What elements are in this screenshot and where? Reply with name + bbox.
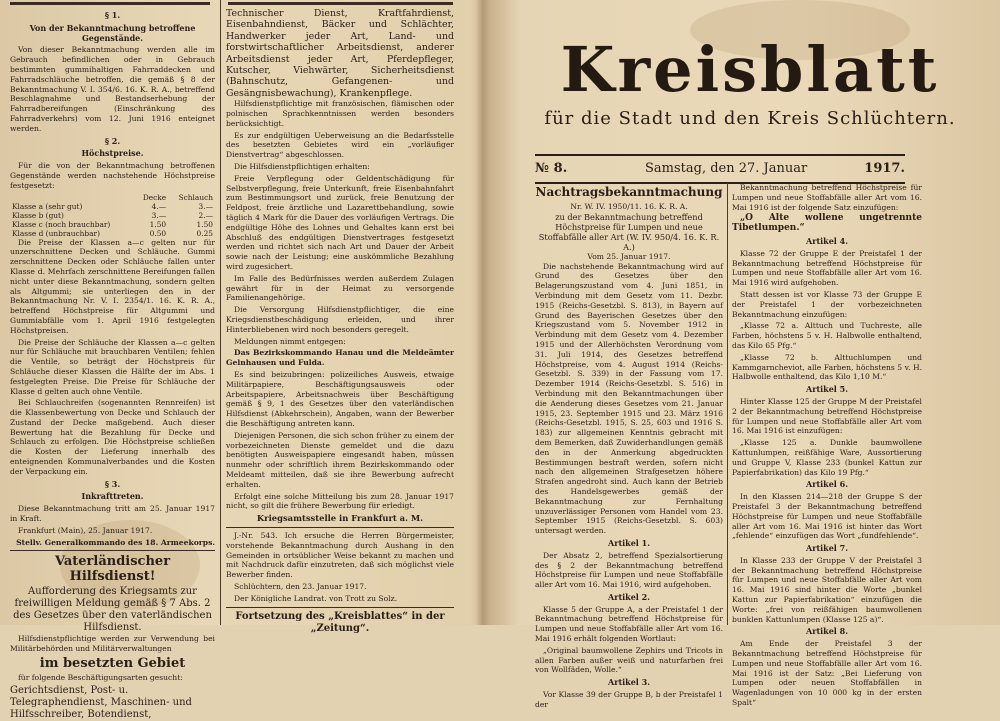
signature: Kriegsamtsstelle in Frankfurt a. M.	[256, 513, 424, 524]
paragraph: Klasse 72 der Gruppe E der Preistafel 1 der Bekanntmachung betreffend Höchstpreise für Lumpen und neue Stoffabfälle aller Art vom 16. Mai 1916 wird aufgehoben.	[732, 248, 922, 288]
issue-date: Samstag, den 27. Januar	[645, 161, 808, 176]
article-section: Artikel 6.	[806, 479, 848, 490]
section-heading: Von der Bekanntmachung betroffene Gegenstände.	[29, 22, 196, 43]
signature: Der Königliche Landrat. von Trott zu Solz.	[234, 593, 397, 603]
article-section: Artikel 1.	[608, 537, 650, 548]
continuation-note: Fortsetzung des „Kreisblattes“ in der „Zeitung“.	[235, 610, 445, 634]
table-row	[10, 211, 215, 220]
article-section: Artikel 5.	[806, 384, 848, 395]
top-rule	[228, 2, 453, 5]
table-row	[10, 220, 215, 229]
right-column-2	[732, 183, 922, 708]
paragraph: Die Hilfsdienstpflichtigen erhalten:	[234, 162, 370, 172]
quoted-entry: „O Alte wollene ungetrennte Tibetlumpen.“	[732, 213, 922, 234]
notice-headline: Vaterländischer Hilfsdienst!	[54, 554, 171, 585]
paragraph: Für die von der Bekanntmachung betroffenen Gegenstände werden nachstehende Höchstpreise festgesetzt:	[10, 161, 215, 190]
paragraph: Hilfsdienstpflichtige mit französischen, flämischen oder polnischen Sprachkenntnissen werden besonders berücksichtigt.	[226, 99, 454, 128]
issue-number: № 8.	[535, 161, 568, 176]
table-cell: 0.50	[149, 228, 167, 238]
paragraph: Hilfsdienstpflichtige werden zur Verwendung bei Militärbehörden und Militärverwaltungen	[10, 634, 215, 654]
paragraph: In Klasse 233 der Gruppe V der Preistafel 3 der Bekanntmachung betreffend Höchstpreise für Lumpen und neue Stoffabfälle aller Art vom 16. Mai 1916 sind hinter die Worte „bunkel Kattun zur Papierfabrikation“ einzufügen die Worte: „frei von reißfähigen baumwollenen bunklen Kattunlumpen (Klasse 125 a)“.	[732, 555, 922, 624]
paragraph: Bekanntmachung betreffend Höchstpreise für Lumpen und neue Stoffabfälle aller Art vom 16. Mai 1916 ist der folgende Satz einzufügen:	[732, 183, 922, 212]
paragraph: Das Bezirkskommando Hanau und die Meldeämter Gelnhausen und Fulda.	[226, 348, 454, 368]
table-cell: 4.—	[151, 201, 167, 211]
divider	[226, 607, 454, 608]
paragraph: In den Klassen 214—218 der Gruppe S der Preistafel 3 der Bekanntmachung betreffend Höchstpreise für Lumpen und neue Stoffabfälle aller Art vom 16. Mai 1916 ist hinter das Wort „fehlende“ einzufügen das Wort „fundfehlende“.	[732, 492, 922, 541]
article-section: Artikel 2.	[608, 591, 650, 602]
table-row	[10, 229, 215, 238]
paragraph: Bei Schlauchreifen (sogenannten Rennreifen) ist die Klassenbewertung von Decke und Schlauch der Zustand der Decke maßgebend. Auch dieser Bewertung hat die Bezahlung für Decke und Schlauch zu erfolgen. Die Höchstpreise schließen die Kosten der Lieferung innerhalb des enteignenden Kommunalverbandes und die Kosten der Verpackung ein.	[10, 398, 215, 476]
newspaper-title: Kreisblatt	[560, 33, 940, 106]
table-cell: 3.—	[198, 201, 213, 211]
dateline	[535, 154, 905, 184]
job-list: Technischer Dienst, Kraftfahrdienst, Eisenbahndienst, Bäcker und Schlächter, Handwerker jeder Art, Land- und forstwirtschaftlicher Arbeitsdienst, anderer Arbeitsdienst jeder Art, Pferdepfleger, Kutscher, Viehwärter, Sicherheitsdienst (Bahnschutz, Gefangenen- und Gesängnisbewachung), Krankenpflege.	[226, 8, 454, 99]
signature: Stellv. Generalkommando des 18. Armeekorps.	[16, 537, 215, 547]
section-heading: Inkrafttreten.	[81, 491, 144, 502]
article-section: Artikel 7.	[806, 543, 848, 554]
table-cell: 2.—	[198, 210, 213, 220]
section-number: § 3.	[104, 478, 121, 489]
paragraph: „Original baumwollene Zephirs und Tricots in allen Farben außer weiß und naturfarben frei von Wollfäden, Wolle.“	[535, 645, 723, 675]
paragraph: Am Ende der Preistafel 3 der Bekanntmachung betreffend Höchstpreise für Lumpen und neue Stoffabfälle aller Art vom 16. Mai 1916 ist der Satz: „Bei Lieferung von Lumpen oder neuen Stoffabfällen in Wagenladungen von 10 000 kg in der ersten Spalt“	[732, 639, 922, 708]
quoted-entry: „Klasse 72 b. Alttuchlumpen und Kammgarncheviot, alle Farben, höchstens 5 v. H. Halbwolle enthaltend, das Kilo 1,10 M.“	[732, 352, 922, 382]
paragraph: Meldungen nimmt entgegen:	[234, 336, 346, 346]
article-section: Artikel 3.	[608, 677, 650, 688]
paragraph: Es sind beizubringen: polizeiliches Ausweis, etwaige Militärpapiere, Beschäftigungsausweis oder Arbeitspapiere, Arbeitsnachweis über Beschäftigung gemäß § 9, 1 des Gesetzes über den vaterländischen Hilfsdienst (Abkehrschein), Angaben, wann der Bewerber die Beschäftigung antreten kann.	[226, 369, 454, 428]
quoted-entry: „Klasse 72 a. Alttuch und Tuchreste, alle Farben, höchstens 5 v. H. Halbwolle enthaltend, das Kilo 65 Pfg.“	[732, 321, 922, 350]
section-number: § 1.	[104, 10, 121, 20]
paragraph: Vor Klasse 39 der Gruppe B, b der Preistafel 1 der	[535, 690, 723, 709]
paragraph: Klasse 5 der Gruppe A, a der Preistafel 1 der Bekanntmachung betreffend Höchstpreise für Lumpen und neue Stoffabfälle aller Art vom 16. Mai 1916 erhält folgenden Wortlaut:	[535, 604, 723, 644]
notice-emphasis: im besetzten Gebiet	[39, 656, 186, 672]
section-heading: Höchstpreise.	[81, 148, 144, 159]
article-section: Artikel 4.	[806, 235, 848, 246]
paragraph: Es zur endgültigen Ueberweisung an die Bedarfsstelle des besetzten Gebietes wird ein „vorläufiger Dienstvertrag“ abgeschlossen.	[226, 130, 454, 160]
quoted-entry: „Klasse 125 a. Dunkle baumwollene Kattunlumpen, reißfähige Ware, Aussortierung und Gruppe V, Klasse 233 (bunkel Kattun zur Papierfabrikation) das Kilo 19 Pfg.“	[732, 438, 922, 477]
table-header-cell	[10, 193, 135, 202]
column-divider	[727, 183, 728, 625]
paragraph: Die nachstehende Bekanntmachung wird auf Grund des Gesetzes über den Belagerungszustand vom 4. Juni 1851, in Verbindung mit dem Gesetz vom 11. Dezbr. 1915 (Reichs-Gesetzbl. S. 813), in Bayern auf Grund des Bayerischen Gesetzes über den Kriegszustand vom 5. November 1912 in Verbindung mit dem Gesetz vom 4. Dezember 1915 und der Allerhöchsten Verordnung vom 31. Juli 1914, des Gesetzes betreffend Höchstpreise, vom 4. August 1914 (Reichs-Gesetzbl. S. 339) in der Fassung vom 17. Dezember 1914 (Reichs-Gesetzbl. S. 516) in Verbindung mit den Bekanntmachungen über die Aenderung dieses Gesetzes vom 21. Januar 1915, 23. September 1915 und 23. März 1916 (Reichs-Gesetzbl. 1915, S. 25, 603 und 1916 S. 183) zur allgemeinen Kenntnis gebracht mit dem Bemerken, daß Zuwiderhandlungen gemäß den in der Anmerkung abgedruckten Bestimmungen bestraft werden, sofern nicht nach den allgemeinen Strafgesetzen höhere Strafen angedroht sind. Auch kann der Betrieb des Handelsgewerbes gemäß der Bekanntmachung zur Fernhaltung unzuverlässiger Personen vom Handel vom 23. September 1915 (Reichs-Gesetzbl. S. 603) untersagt werden.	[535, 261, 723, 536]
notice-subheadline: Aufforderung des Kriegsamts zur freiwilligen Meldung gemäß § 7 Abs. 2 des Gesetzes über den vaterländischen Hilfsdienst.	[13, 586, 212, 634]
paragraph: Freie Verpflegung oder Geldentschädigung für Selbstverpflegung, freie Unterkunft, freie Eisenbahnfahrt zum Bestimmungsort und zurück, freie Benutzung der Feldpost, freie ärztliche und Lazarettbehandlung, sowie täglich 4 Mark für die Dauer des vorläufigen Vertrags. Die endgültige Höhe des Lohnes und Gehaltes kann erst bei Abschluß des endgültigen Dienstvertrages festgesetzt werden und richtet sich nach Art und Dauer der Arbeit sowie nach der Leistung; eine auskömmliche Bezahlung wird zugesichert.	[226, 173, 454, 271]
job-list: Gerichtsdienst, Post- u. Telegraphendienst, Maschinen- und Hilfsschreiber, Botendienst,	[10, 684, 192, 720]
paragraph: Erfolgt eine solche Mitteilung bis zum 28. Januar 1917 nicht, so gilt die frühere Bewerbung für erledigt.	[226, 491, 454, 511]
top-rule	[10, 2, 210, 5]
place-date: Schlüchtern, den 23. Januar 1917.	[234, 581, 367, 591]
paragraph: Im Falle des Bedürfnisses werden außerdem Zulagen gewährt für in der Heimat zu versorgende Familienangehörige.	[226, 273, 454, 303]
table-header-row	[10, 193, 215, 202]
table-cell: Klasse d (unbrauchbar)	[12, 228, 100, 238]
table-cell: 3.—	[151, 210, 167, 220]
paragraph: Die Versorgung Hilfsdienstpflichtiger, die eine Kriegsdienstbeschädigung erleiden, und ihrer Hinterbliebenen wird noch besonders geregelt.	[226, 305, 454, 334]
table-cell: 1.50	[149, 219, 167, 229]
reference-number: Nr. W. IV. 1950/11. 16. K. R. A.	[570, 202, 688, 211]
price-table	[10, 193, 215, 238]
divider	[10, 550, 215, 551]
paragraph: für folgende Beschäftigungsarten gesucht:	[18, 673, 183, 683]
table-row	[10, 202, 215, 211]
left-column-1	[10, 8, 215, 720]
table-header-cell: Decke	[142, 192, 167, 202]
article-headline: Nachtragsbekanntmachung	[535, 185, 723, 199]
table-cell: Klasse b (gut)	[12, 210, 64, 220]
paragraph: Von dieser Bekanntmachung werden alle im Gebrauch befindlichen oder in Gebrauch bestimmten gummihaltigen Fahrraddecken und Fahrradschläuche betroffen, die gemäß § 8 der Bekanntmachung V. I. 354/6. 16. K. R. A., betreffend Beschlagnahme und Bestandserhebung der Fahrradbereifungen (Einschränkung des Fahrradverkehrs) vom 12. Juni 1916 enteignet werden.	[10, 45, 215, 133]
table-cell: 0.25	[196, 228, 213, 238]
center-fold	[476, 0, 490, 625]
left-column-2	[226, 8, 454, 634]
paragraph: Statt dessen ist vor Klasse 73 der Gruppe E der Preistafel 1 der vorbezeichneten Bekanntmachung einzufügen:	[732, 289, 922, 319]
column-divider	[220, 0, 221, 625]
masthead	[520, 34, 980, 130]
paragraph: J.-Nr. 543. Ich ersuche die Herren Bürgermeister, vorstehende Bekanntmachung durch Aushang in den Gemeinden in ortsüblicher Weise bekannt zu machen und mit Nachdruck dafür einzutreten, daß sich möglichst viele Bewerber finden.	[226, 530, 454, 580]
paragraph: Der Absatz 2, betreffend Spezialsortierung des § 2 der Bekanntmachung betreffend Höchstpreise für Lumpen und neue Stoffabfälle aller Art vom 16. Mai 1916, wird aufgehoben.	[535, 550, 723, 590]
place-date: Frankfurt (Main), 25. Januar 1917.	[18, 525, 153, 535]
article-date: Vom 25. Januar 1917.	[587, 251, 671, 261]
newspaper-subtitle: für die Stadt und den Kreis Schlüchtern.	[544, 108, 956, 129]
article-subheading: zu der Bekanntmachung betreffend Höchstpreise für Lumpen und neue Stoffabfälle aller Art (W. IV. 950/4. 16. K. R. A.)	[538, 211, 720, 252]
paragraph: Die Preise der Klassen a—c gelten nur für unzerschnittene Decken und Schläuche. Gummi zerschnittene Decken oder Schläuche fallen unter Klasse d. Mehrfach zerschnittene Bereifungen fallen nicht unter diese Bekanntmachung, sondern gelten als Altgummi; sie unterliegen den in der Bekanntmachung Nr. V. I. 2354/1. 16. K. R. A., betreffend Höchstpreise für Altgummi und Gummiabfälle vom 1. April 1916 festgelegten Höchstpreisen.	[10, 237, 215, 335]
table-cell: Klasse a (sehr gut)	[12, 201, 83, 211]
paragraph: Diese Bekanntmachung tritt am 25. Januar 1917 in Kraft.	[10, 504, 215, 524]
article-section: Artikel 8.	[806, 626, 848, 637]
table-header-cell: Schlauch	[178, 192, 213, 202]
issue-year: 1917.	[864, 161, 905, 176]
section-number: § 2.	[104, 135, 121, 146]
paragraph: Diejenigen Personen, die sich schon früher zu einem der vorbezeichneten Dienste gemeldet und die dazu benötigten Ausweispapiere eingesandt haben, müssen nunmehr oder schriftlich ihrem Bezirkskommando oder Meldeamt mitteilen, daß sie ihre Bewerbung aufrecht erhalten.	[226, 430, 454, 489]
right-column-1	[535, 183, 723, 709]
table-cell: Klasse c (noch brauchbar)	[12, 219, 111, 229]
paragraph: Hinter Klasse 125 der Gruppe M der Preistafel 2 der Bekanntmachung betreffend Höchstpreise für Lumpen und neue Stoffabfälle aller Art vom 16. Mai 1916 ist einzufügen:	[732, 396, 922, 436]
table-cell: 1.50	[196, 219, 213, 229]
divider	[226, 527, 454, 528]
paragraph: Die Preise der Schläuche der Klassen a—c gelten nur für Schläuche mit brauchbaren Ventilen; fehlen die Ventile, so beträgt der Höchstpreis für Schläuche dieser Klassen die Hälfte der im Abs. 1 festgelegten Preise. Die Preise für Schläuche der Klasse d gelten auch ohne Ventile.	[10, 337, 215, 396]
